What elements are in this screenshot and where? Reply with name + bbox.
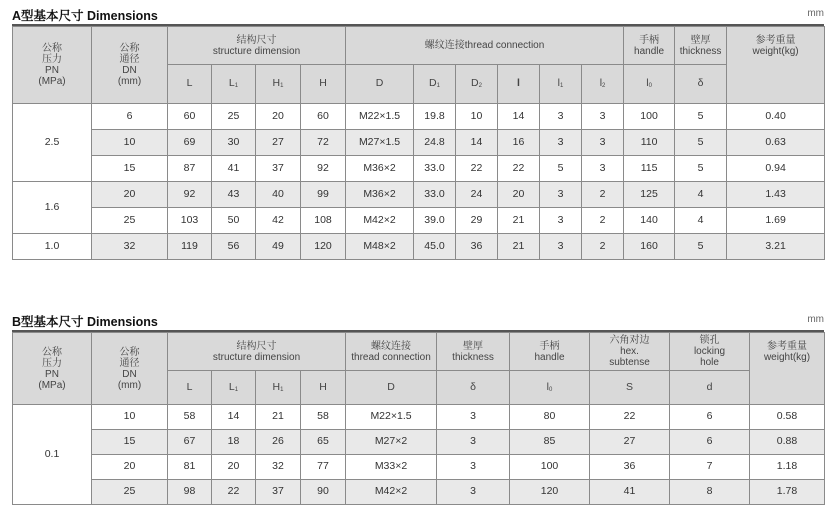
table-cell: 92: [301, 156, 346, 182]
table-cell: 45.0: [414, 234, 456, 260]
table-row: [13, 156, 825, 182]
table-cell: 49: [256, 234, 301, 260]
table-cell: 2: [582, 182, 624, 208]
table-cell: 32: [256, 455, 301, 480]
table-cell: 25: [212, 104, 256, 130]
b-header-structure: 结构尺寸 structure dimension: [168, 333, 346, 371]
b-header-pn: 公称 压力 PN (MPa): [13, 333, 92, 405]
header-delta: δ: [675, 65, 727, 104]
table-cell: 0.94: [727, 156, 825, 182]
table-cell: M48×2: [346, 234, 414, 260]
table-cell: M42×2: [346, 208, 414, 234]
table-cell: 5: [675, 104, 727, 130]
table-cell: 10: [92, 130, 168, 156]
table-a-section: [12, 6, 824, 261]
table-cell: 24.8: [414, 130, 456, 156]
b-header-thickness: 壁厚 thickness: [437, 333, 510, 371]
table-cell: M42×2: [346, 480, 437, 505]
table-cell: 24: [456, 182, 498, 208]
table-cell: 58: [168, 405, 212, 430]
header-l2: $l_2$: [582, 65, 624, 104]
b-header-hex: 六角对边 hex. subtense: [590, 333, 670, 371]
table-cell: M36×2: [346, 156, 414, 182]
header-D1: $D_1$: [414, 65, 456, 104]
table-cell: 100: [510, 455, 590, 480]
table-row: [13, 104, 825, 130]
header-L1: $L_1$: [212, 65, 256, 104]
pn-cell: 0.1: [13, 405, 92, 505]
b-header-weight: 参考重量 weight(kg): [750, 333, 825, 405]
table-row: [13, 182, 825, 208]
table-row: [13, 430, 825, 455]
header-structure: 结构尺寸 structure dimension: [168, 27, 346, 65]
table-cell: 10: [456, 104, 498, 130]
table-cell: 87: [168, 156, 212, 182]
header-D2: $D_2$: [456, 65, 498, 104]
header-weight: 参考重量 weight(kg): [727, 27, 825, 104]
table-cell: 43: [212, 182, 256, 208]
b-header-thread: 螺纹连接 thread connection: [346, 333, 437, 371]
table-cell: 27: [590, 430, 670, 455]
table-cell: 4: [675, 208, 727, 234]
table-cell: 77: [301, 455, 346, 480]
b-header-D: D: [346, 371, 437, 405]
table-cell: 42: [256, 208, 301, 234]
table-cell: 40: [256, 182, 301, 208]
table-cell: 58: [301, 405, 346, 430]
table-cell: 20: [92, 182, 168, 208]
header-l: l: [498, 65, 540, 104]
table-cell: M22×1.5: [346, 405, 437, 430]
table-cell: 120: [301, 234, 346, 260]
table-cell: M27×2: [346, 430, 437, 455]
table-cell: 160: [624, 234, 675, 260]
table-cell: 36: [590, 455, 670, 480]
table-cell: 85: [510, 430, 590, 455]
header-pn: 公称 压力 PN (MPa): [13, 27, 92, 104]
table-cell: 3: [582, 130, 624, 156]
table-cell: 18: [212, 430, 256, 455]
header-l1: $l_1$: [540, 65, 582, 104]
table-cell: 6: [92, 104, 168, 130]
table-cell: 20: [498, 182, 540, 208]
table-cell: 5: [540, 156, 582, 182]
b-header-locking: 锁孔 locking hole: [670, 333, 750, 371]
table-cell: 69: [168, 130, 212, 156]
table-cell: 110: [624, 130, 675, 156]
table-cell: 20: [212, 455, 256, 480]
table-a-title: A型基本尺寸 Dimensions: [12, 9, 158, 23]
table-cell: 56: [212, 234, 256, 260]
b-header-l0: $l_0$: [510, 371, 590, 405]
table-cell: 3: [540, 104, 582, 130]
table-b: [12, 332, 825, 505]
b-header-L1: $L_1$: [212, 371, 256, 405]
table-row: [13, 130, 825, 156]
table-cell: 119: [168, 234, 212, 260]
table-cell: 65: [301, 430, 346, 455]
table-cell: 1.69: [727, 208, 825, 234]
table-cell: 25: [92, 208, 168, 234]
table-cell: 1.18: [750, 455, 825, 480]
header-handle: 手柄 handle: [624, 27, 675, 65]
header-dn: 公称 通径 DN (mm): [92, 27, 168, 104]
table-cell: 120: [510, 480, 590, 505]
table-cell: 125: [624, 182, 675, 208]
table-cell: 0.58: [750, 405, 825, 430]
table-cell: 33.0: [414, 156, 456, 182]
table-a: [12, 26, 825, 260]
header-D: D: [346, 65, 414, 104]
table-cell: 5: [675, 156, 727, 182]
table-cell: 16: [498, 130, 540, 156]
table-cell: 3: [582, 104, 624, 130]
table-cell: 37: [256, 480, 301, 505]
table-cell: 4: [675, 182, 727, 208]
table-cell: 100: [624, 104, 675, 130]
b-header-dn: 公称 通径 DN (mm): [92, 333, 168, 405]
table-cell: 37: [256, 156, 301, 182]
table-cell: 140: [624, 208, 675, 234]
b-header-H: H: [301, 371, 346, 405]
table-cell: 5: [675, 130, 727, 156]
table-cell: 108: [301, 208, 346, 234]
table-cell: 14: [212, 405, 256, 430]
table-cell: 0.63: [727, 130, 825, 156]
header-thread: 螺纹连接thread connection: [346, 27, 624, 65]
table-cell: 41: [590, 480, 670, 505]
table-cell: 36: [456, 234, 498, 260]
table-cell: 90: [301, 480, 346, 505]
table-cell: 60: [301, 104, 346, 130]
table-cell: 2: [582, 208, 624, 234]
pn-cell: 1.6: [13, 182, 92, 234]
table-row: [13, 208, 825, 234]
table-cell: 81: [168, 455, 212, 480]
table-cell: 98: [168, 480, 212, 505]
table-cell: 21: [256, 405, 301, 430]
table-cell: 32: [92, 234, 168, 260]
table-cell: 22: [456, 156, 498, 182]
b-header-delta: δ: [437, 371, 510, 405]
header-l0: $l_0$: [624, 65, 675, 104]
table-cell: 3: [540, 234, 582, 260]
table-cell: 41: [212, 156, 256, 182]
header-H1: $H_1$: [256, 65, 301, 104]
table-cell: 80: [510, 405, 590, 430]
table-b-section: [12, 312, 824, 522]
header-thickness: 壁厚 thickness: [675, 27, 727, 65]
table-a-unit: mm: [807, 8, 824, 19]
table-cell: 2: [582, 234, 624, 260]
table-cell: 3: [437, 405, 510, 430]
b-header-H1: $H_1$: [256, 371, 301, 405]
table-cell: 1.78: [750, 480, 825, 505]
table-cell: 27: [256, 130, 301, 156]
table-cell: 72: [301, 130, 346, 156]
table-row: [13, 234, 825, 260]
table-cell: 22: [498, 156, 540, 182]
table-cell: M22×1.5: [346, 104, 414, 130]
table-cell: 3: [540, 182, 582, 208]
table-cell: 0.88: [750, 430, 825, 455]
table-cell: 26: [256, 430, 301, 455]
table-cell: 3: [437, 455, 510, 480]
b-header-L: L: [168, 371, 212, 405]
table-cell: 21: [498, 208, 540, 234]
pn-cell: 2.5: [13, 104, 92, 182]
table-cell: 50: [212, 208, 256, 234]
table-cell: 25: [92, 480, 168, 505]
table-cell: 6: [670, 405, 750, 430]
table-cell: 115: [624, 156, 675, 182]
table-cell: 19.8: [414, 104, 456, 130]
table-cell: 6: [670, 430, 750, 455]
table-cell: 3: [540, 130, 582, 156]
table-cell: 8: [670, 480, 750, 505]
table-b-unit: mm: [807, 314, 824, 325]
table-cell: 39.0: [414, 208, 456, 234]
table-cell: 14: [456, 130, 498, 156]
table-cell: 22: [212, 480, 256, 505]
table-row: [13, 480, 825, 505]
table-cell: 3: [437, 430, 510, 455]
table-cell: 1.43: [727, 182, 825, 208]
table-cell: 30: [212, 130, 256, 156]
table-cell: 67: [168, 430, 212, 455]
table-cell: 103: [168, 208, 212, 234]
table-cell: 0.40: [727, 104, 825, 130]
table-cell: M36×2: [346, 182, 414, 208]
table-row: [13, 455, 825, 480]
b-header-d: d: [670, 371, 750, 405]
table-cell: 3.21: [727, 234, 825, 260]
table-cell: 20: [256, 104, 301, 130]
table-cell: 14: [498, 104, 540, 130]
table-cell: 92: [168, 182, 212, 208]
table-cell: 99: [301, 182, 346, 208]
table-cell: 29: [456, 208, 498, 234]
pn-cell: 1.0: [13, 234, 92, 260]
table-cell: 10: [92, 405, 168, 430]
table-cell: 60: [168, 104, 212, 130]
table-row: [13, 405, 825, 430]
table-cell: M33×2: [346, 455, 437, 480]
table-cell: M27×1.5: [346, 130, 414, 156]
table-cell: 7: [670, 455, 750, 480]
b-header-S: S: [590, 371, 670, 405]
header-H: H: [301, 65, 346, 104]
table-cell: 22: [590, 405, 670, 430]
table-cell: 5: [675, 234, 727, 260]
table-cell: 20: [92, 455, 168, 480]
table-cell: 15: [92, 156, 168, 182]
table-cell: 33.0: [414, 182, 456, 208]
header-L: L: [168, 65, 212, 104]
table-b-title: B型基本尺寸 Dimensions: [12, 315, 158, 329]
table-cell: 21: [498, 234, 540, 260]
table-cell: 3: [437, 480, 510, 505]
table-cell: 3: [582, 156, 624, 182]
table-cell: 15: [92, 430, 168, 455]
table-cell: 3: [540, 208, 582, 234]
b-header-handle: 手柄 handle: [510, 333, 590, 371]
